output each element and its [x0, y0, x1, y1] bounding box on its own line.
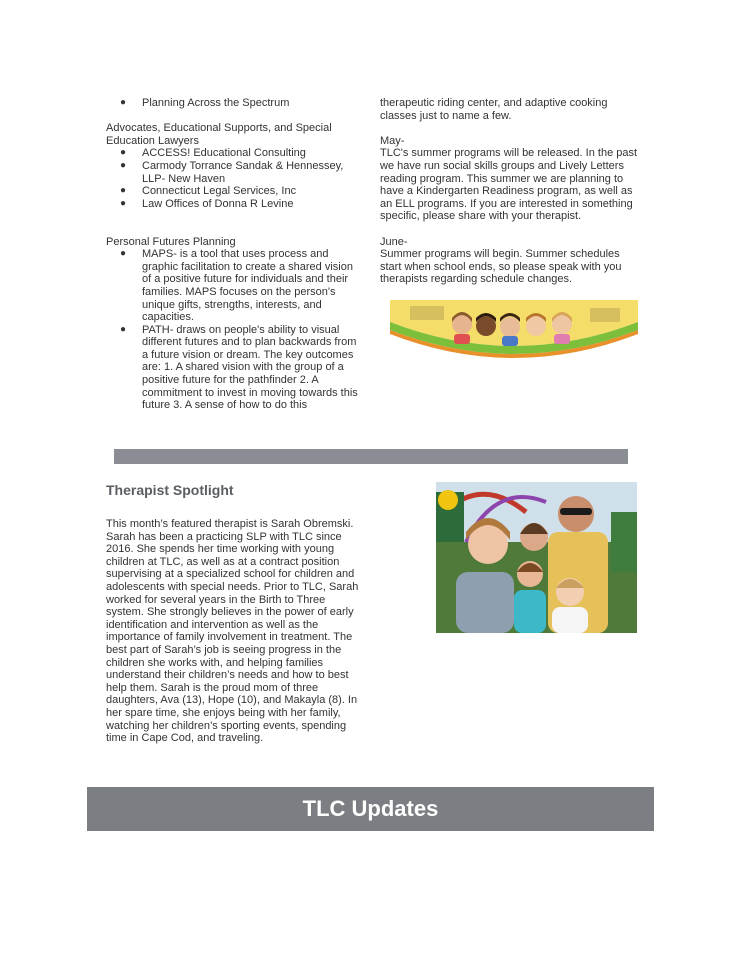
june-text: Summer programs will begin. Summer schedules start when school ends, so please speak with you therapists regarding schedule changes. [380, 248, 622, 286]
bullet-icon: ● [120, 185, 127, 197]
list-item [106, 185, 358, 198]
list-item-text: ACCESS! Educational Consulting [142, 147, 306, 160]
june-label: June- [380, 235, 408, 248]
bullet-icon: ● [120, 159, 127, 171]
list-item-text: Carmody Torrance Sandak & Hennessey, LLP- New Haven [142, 159, 344, 185]
tlc-updates-banner [87, 787, 654, 831]
kids-banner-graphic [390, 300, 638, 358]
bullet-icon: ● [120, 323, 127, 335]
may-label: May- [380, 134, 405, 147]
futures-list [106, 248, 358, 412]
list-item [106, 97, 358, 110]
list-item-text: Law Offices of Donna R Levine [142, 197, 294, 210]
left-column [106, 97, 358, 412]
tlc-updates-title: TLC Updates [302, 796, 439, 821]
continued-text: therapeutic riding center, and adaptive cooking classes just to name a few. [380, 97, 608, 122]
list-item-text: MAPS- is a tool that uses process and graphic facilitation to create a shared vision of a positive future for individuals and their families. MAPS focuses on the person's unique gifts, strengths, interests, and capacities. [142, 248, 353, 324]
bullet-icon: ● [120, 97, 127, 108]
futures-heading: Personal Futures Planning [106, 235, 236, 248]
list-item-text: PATH- draws on people's ability to visual different futures and to plan backwards from a future vision or dream. The key outcomes are: 1. A shared vision with the group of a positive future for the pathfinder 2. A commitment to invest in moving towards this future 3. A sense of how to do this [142, 323, 358, 412]
bullet-icon: ● [120, 147, 127, 159]
family-photo-graphic [436, 482, 637, 633]
spotlight-body: This month’s featured therapist is Sarah Obremski. Sarah has been a practicing SLP with TLC since 2016. She spends her time working with young children at TLC, as well as at a contract position supervising at a specialized school for children and adolescents with special needs. Prior to TLC, Sarah worked for several years in the Birth to Three system. She strongly believes in the power of early identification and intervention as well as the importance of family involvement in treatment. The best part of Sarah’s job is seeing progress in the children she works with, and helping families understand their children’s needs and how to best help them. Sarah is the proud mom of three daughters, Ava (13), Hope (10), and Makayla (8). In her spare time, she enjoys being with her family, watching her children’s sporting events, spending time in Cape Cod, and traveling. [106, 518, 359, 745]
list-item [106, 147, 358, 160]
family-photo [436, 482, 637, 633]
list-item-text: Planning Across the Spectrum [142, 97, 290, 109]
list-item-text: Connecticut Legal Services, Inc [142, 185, 297, 198]
list-item [106, 324, 358, 412]
bullet-icon: ● [120, 248, 127, 260]
list-item [106, 198, 358, 211]
bullet-icon: ● [120, 197, 127, 209]
may-text: TLC's summer programs will be released. In the past we have run social skills groups and Lively Letters reading program. This summer we are planning to have a Kindergarten Readiness program, as well as an ELL programs. If you are interested in something specific, please share with your therapist. [380, 147, 638, 223]
section-divider [114, 449, 628, 464]
advocates-heading: Advocates, Educational Supports, and Special Education Lawyers [106, 122, 332, 147]
right-column [380, 97, 642, 286]
advocates-list [106, 147, 358, 210]
list-item [106, 248, 358, 324]
spotlight-title: Therapist Spotlight [106, 482, 234, 498]
list-item [106, 160, 358, 185]
kids-banner-image [390, 300, 638, 358]
